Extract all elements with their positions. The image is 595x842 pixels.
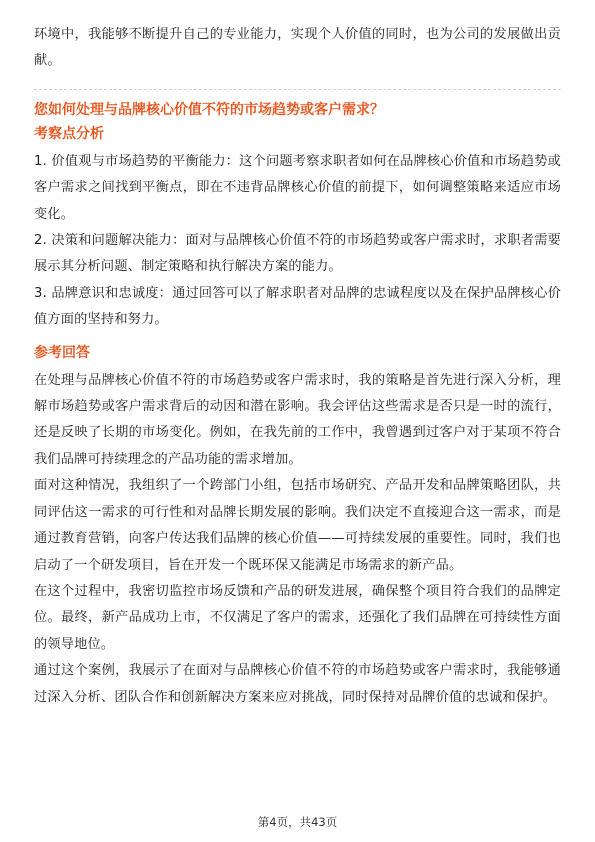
- answer-paragraph-4: 通过这个案例，我展示了在面对与品牌核心价值不符的市场趋势或客户需求时，我能够通过深入分析、团队合作和创新解决方案来应对挑战，同时保持对品牌价值的忠诚和保护。: [34, 663, 561, 705]
- answer-paragraph-2: 面对这种情况，我组织了一个跨部门小组，包括市场研究、产品开发和品牌策略团队，共同评估这一需求的可行性和对品牌长期发展的影响。我们决定不直接迎合这一需求，而是通过教育营销，向客户传达我们品牌的核心价值——可持续发展的重要性。同时，我们也启动了一个研发项目，旨在开发一个既环保又能满足市场需求的新产品。: [34, 478, 561, 573]
- section-divider: [34, 89, 561, 90]
- analysis-item-2: 2. 决策和问题解决能力：面对与品牌核心价值不符的市场趋势或客户需求时，求职者需要展示其分析问题、制定策略和执行解决方案的能力。: [34, 233, 561, 275]
- analysis-item-1: 1. 价值观与市场趋势的平衡能力：这个问题考察求职者如何在品牌核心价值和市场趋势或客户需求之间找到平衡点，即在不违背品牌核心价值的前提下，如何调整策略来适应市场变化。: [34, 153, 561, 222]
- page-number-footer: 第4页，共43页: [257, 815, 338, 829]
- answer-section-title: 参考回答: [34, 344, 90, 361]
- question-heading: 您如何处理与品牌核心价值不符的市场趋势或客户需求？: [34, 101, 384, 118]
- analysis-item-3: 3. 品牌意识和忠诚度：通过回答可以了解求职者对品牌的忠诚程度以及在保护品牌核心价值方面的坚持和努力。: [34, 285, 561, 328]
- answer-paragraph-3: 在这个过程中，我密切监控市场反馈和产品的研发进展，确保整个项目符合我们的品牌定位。最终，新产品成功上市，不仅满足了客户的需求，还强化了我们品牌在可持续性方面的领导地位。: [34, 583, 561, 652]
- answer-paragraph-1: 在处理与品牌核心价值不符的市场趋势或客户需求时，我的策略是首先进行深入分析，理解市场趋势或客户需求背后的动因和潜在影响。我会评估这些需求是否只是一时的流行，还是反映了长期的市场变化。例如，在我先前的工作中，我曾遇到过客户对于某项不符合我们品牌可持续理念的产品功能的需求增加。: [34, 372, 561, 467]
- section-spacer: [34, 334, 561, 342]
- analysis-section-title: 考察点分析: [34, 125, 104, 142]
- page-content: [34, 22, 561, 711]
- intro-paragraph: 环境中，我能够不断提升自己的专业能力，实现个人价值的同时，也为公司的发展做出贡献。: [34, 27, 561, 69]
